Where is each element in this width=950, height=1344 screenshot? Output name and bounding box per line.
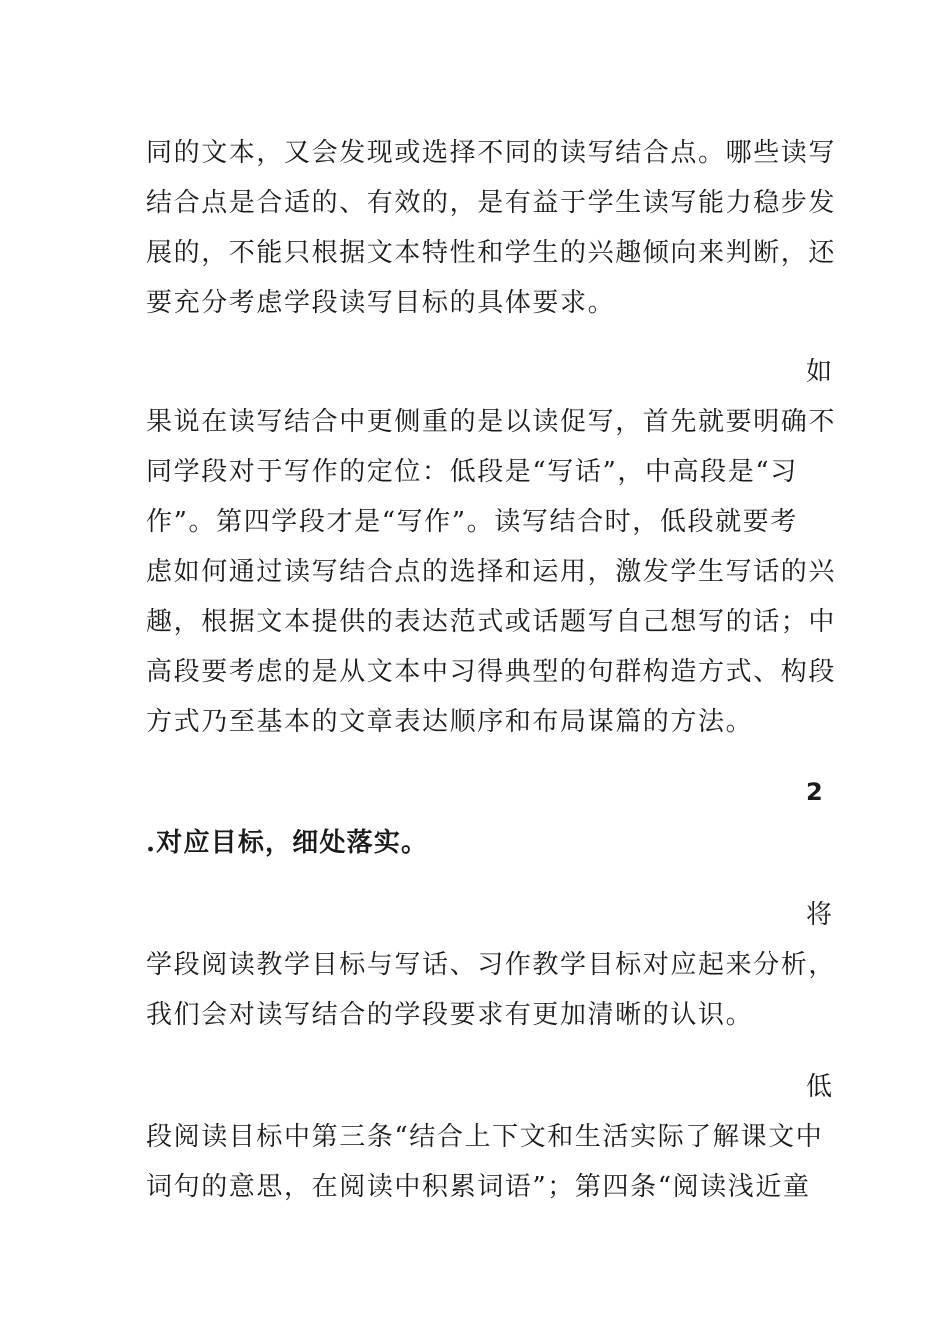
section-number: 2: [806, 778, 823, 806]
paragraph-1: [146, 128, 837, 328]
section-heading-text: .对应目标，细处落实。: [146, 828, 429, 858]
paragraph-3-first-char: 将: [806, 900, 833, 930]
text-line: 作”。第四学段才是“写作”。读写结合时，低段就要考: [146, 507, 798, 537]
text-line: 学段阅读教学目标与写话、习作教学目标对应起来分析，: [146, 950, 837, 980]
text-line: 同的文本，又会发现或选择不同的读写结合点。哪些读写: [146, 138, 837, 168]
text-line: 展的，不能只根据文本特性和学生的兴趣倾向来判断，还: [146, 238, 837, 268]
text-line: 趣，根据文本提供的表达范式或话题写自己想写的话；中: [146, 607, 837, 637]
paragraph-2-first-char: 如: [806, 357, 833, 387]
paragraph-2: [146, 397, 837, 747]
text-line: 方式乃至基本的文章表达顺序和布局谋篇的方法。: [146, 707, 754, 737]
text-line: 高段要考虑的是从文本中习得典型的句群构造方式、构段: [146, 657, 837, 687]
text-line: 要充分考虑学段读写目标的具体要求。: [146, 288, 616, 318]
paragraph-3: [146, 940, 837, 1040]
text-line: 虑如何通过读写结合点的选择和运用，激发学生写话的兴: [146, 557, 837, 587]
paragraph-4-first-char: 低: [806, 1072, 833, 1102]
text-line: 果说在读写结合中更侧重的是以读促写，首先就要明确不: [146, 407, 837, 437]
text-line: 结合点是合适的、有效的，是有益于学生读写能力稳步发: [146, 188, 837, 218]
paragraph-4: [146, 1112, 824, 1212]
text-line: 我们会对读写结合的学段要求有更加清晰的认识。: [146, 1000, 754, 1030]
section-heading: [146, 818, 786, 868]
text-line: 段阅读目标中第三条“结合上下文和生活实际了解课文中: [146, 1122, 824, 1152]
text-line: 词句的意思，在阅读中积累词语”；第四条“阅读浅近童: [146, 1172, 811, 1202]
text-line: 同学段对于写作的定位：低段是“写话”，中高段是“习: [146, 457, 798, 487]
